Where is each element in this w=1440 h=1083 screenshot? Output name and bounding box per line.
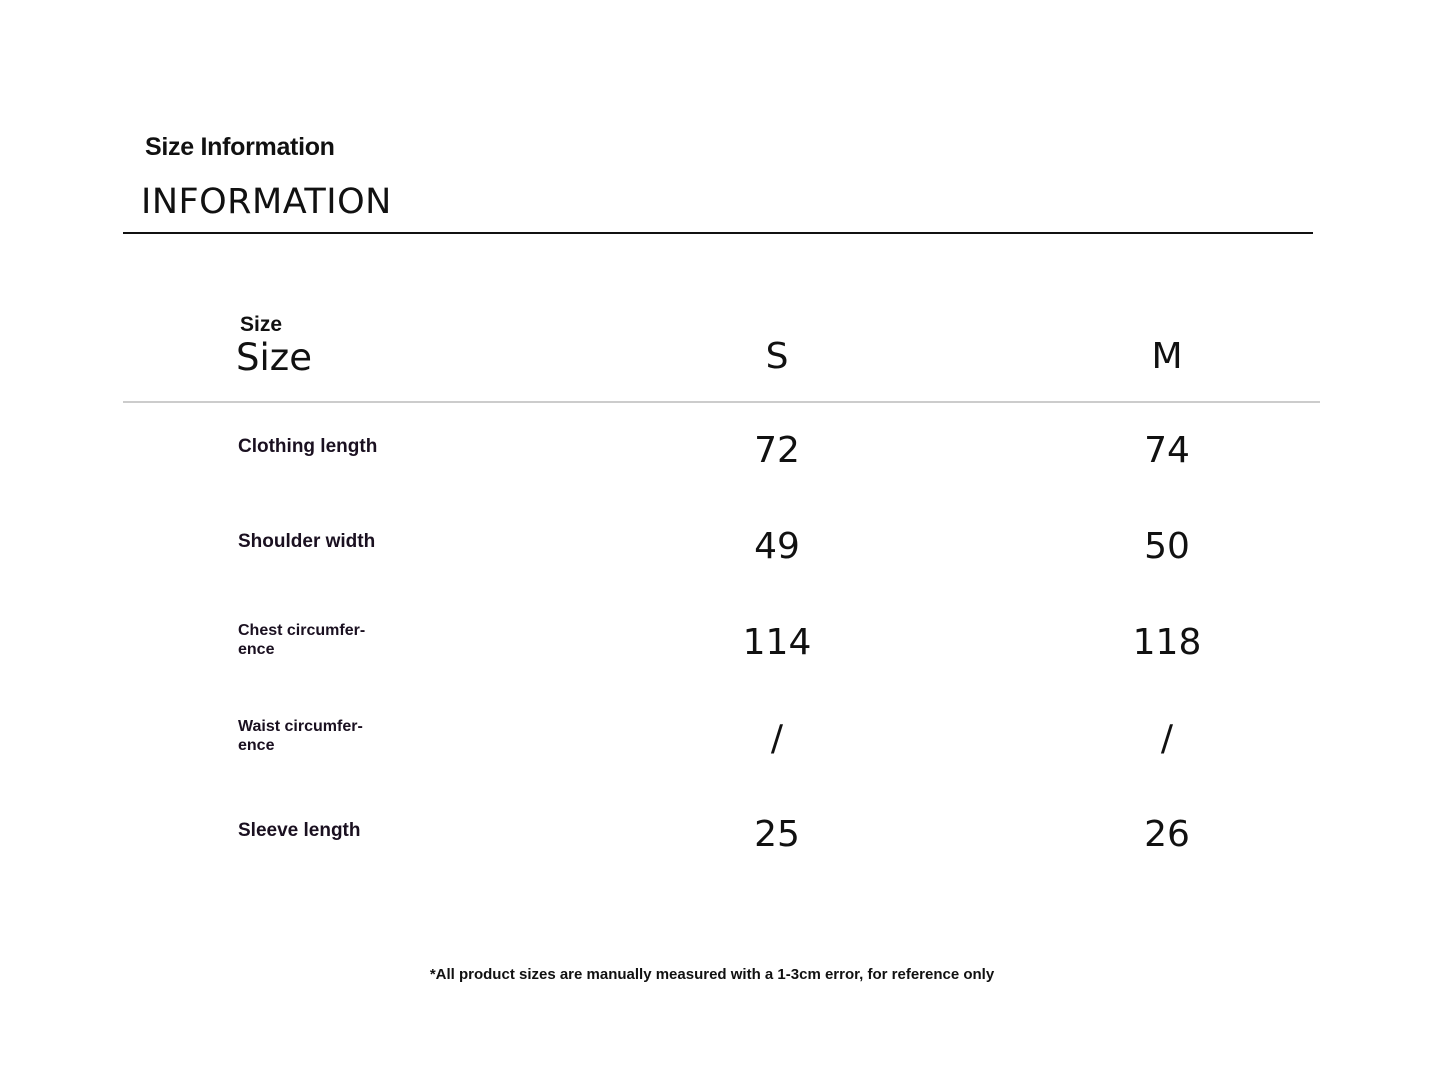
- row-label-waist-circumference: [238, 717, 388, 755]
- cell-clothing-length-m: 74: [1144, 430, 1190, 471]
- measurement-disclaimer: *All product sizes are manually measured with a 1-3cm error, for reference only: [429, 966, 995, 983]
- size-header-large: Size: [236, 336, 312, 379]
- row-label-line: ence: [238, 641, 275, 658]
- cell-shoulder-width-m: 50: [1144, 526, 1190, 567]
- title-divider: [123, 232, 1313, 234]
- row-label-shoulder-width: Shoulder width: [238, 531, 376, 552]
- column-header-s: S: [765, 336, 789, 377]
- cell-sleeve-length-s: 25: [754, 814, 800, 855]
- cell-chest-circumference-m: 118: [1132, 622, 1202, 663]
- column-header-m: M: [1151, 336, 1183, 377]
- cell-shoulder-width-s: 49: [754, 526, 800, 567]
- row-label-line: Chest circumfer-: [238, 622, 366, 639]
- row-label-clothing-length: Clothing length: [238, 436, 378, 457]
- row-label-sleeve-length: Sleeve length: [238, 820, 361, 841]
- cell-waist-circumference-m: /: [1160, 718, 1174, 759]
- page-title: INFORMATION: [141, 182, 392, 222]
- cell-chest-circumference-s: 114: [742, 622, 812, 663]
- row-label-chest-circumference: [238, 621, 388, 659]
- cell-waist-circumference-s: /: [770, 718, 784, 759]
- cell-sleeve-length-m: 26: [1144, 814, 1190, 855]
- page-subtitle: Size Information: [145, 133, 335, 161]
- header-divider: [123, 401, 1320, 403]
- cell-clothing-length-s: 72: [754, 430, 800, 471]
- row-label-line: Waist circumfer-: [238, 718, 363, 735]
- size-header-small: Size: [240, 313, 283, 336]
- row-label-line: ence: [238, 737, 275, 754]
